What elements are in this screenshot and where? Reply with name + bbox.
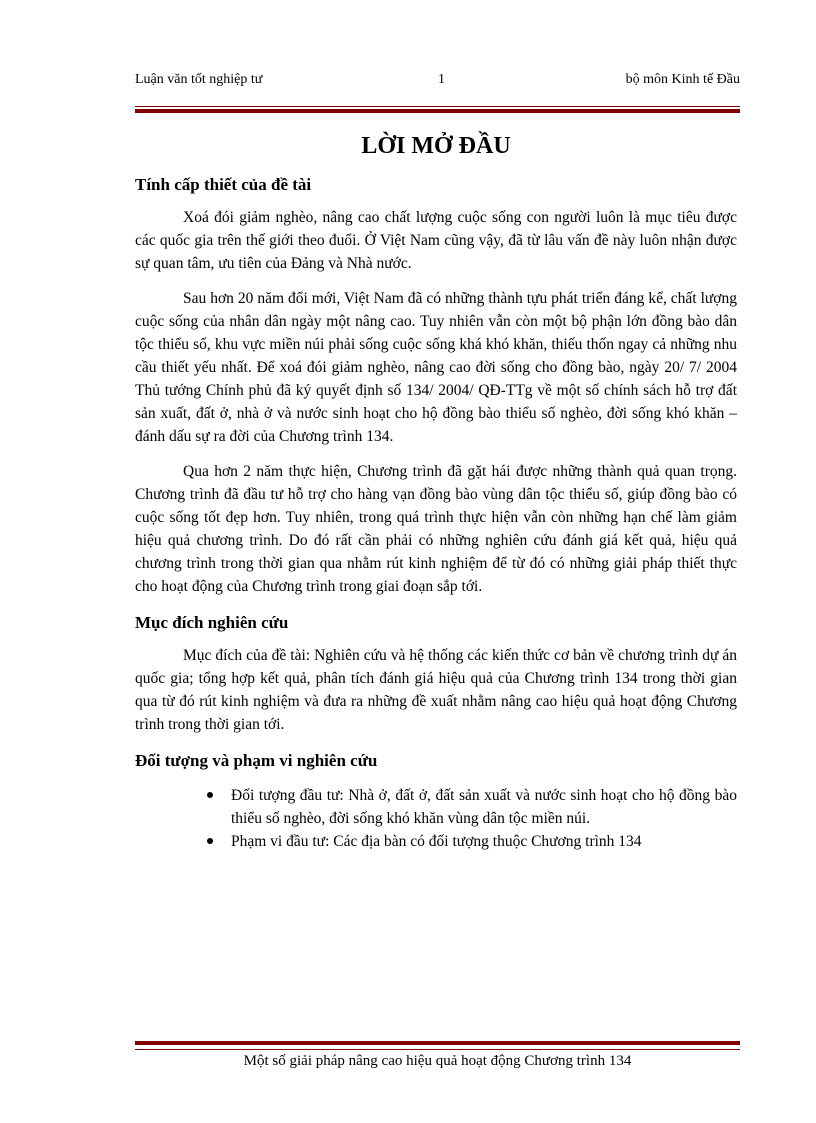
list-item — [135, 830, 737, 853]
list-item-text: Phạm vi đầu tư: Các địa bàn có đối tượng thuộc Chương trình 134 — [231, 833, 642, 850]
document-body — [135, 128, 737, 853]
section-heading-scope: Đối tượng và phạm vi nghiên cứu — [135, 751, 378, 770]
paragraph: Mục đích của đề tài: Nghiên cứu và hệ thống các kiến thức cơ bản về chương trình dự án quốc gia; tổng hợp kết quả, phân tích đánh giá hiệu quả của Chương trình 134 trong thời gian qua từ đó rút kinh nghiệm và đưa ra những đề xuất nhằm nâng cao hiệu quả hoạt động Chương trình trong thời gian tới. — [135, 647, 737, 733]
paragraph: Xoá đói giảm nghèo, nâng cao chất lượng cuộc sống con người luôn là mục tiêu được các quốc gia trên thế giới theo đuổi. Ở Việt Nam cũng vậy, đã từ lâu vấn đề này luôn nhận được sự quan tâm, ưu tiên của Đảng và Nhà nước. — [135, 209, 737, 272]
bullet-icon — [207, 838, 213, 844]
list-item — [135, 784, 737, 830]
bullet-list — [135, 784, 737, 853]
list-item-text: Đối tượng đầu tư: Nhà ở, đất ở, đất sản xuất và nước sinh hoạt cho hộ đồng bào thiểu số nghèo, đời sống khó khăn vùng dân tộc miền núi. — [231, 787, 737, 827]
section-heading-urgency: Tính cấp thiết của đề tài — [135, 175, 312, 194]
page-number: 1 — [438, 72, 445, 87]
paragraph: Sau hơn 20 năm đổi mới, Việt Nam đã có những thành tựu phát triển đáng kể, chất lượng cuộc sống của nhân dân ngày một nâng cao. Tuy nhiên vẫn còn một bộ phận lớn đồng bào dân tộc thiểu số, khu vực miền núi phải sống cuộc sống khá khó khăn, thiếu thốn ngay cả những nhu cầu thiết yếu nhất. Để xoá đói giảm nghèo, nâng cao đời sống cho đồng bào, ngày 20/ 7/ 2004 Thủ tướng Chính phủ đã ký quyết định số 134/ 2004/ QĐ-TTg về một số chính sách hỗ trợ đất sản xuất, đất ở, nhà ở và nước sinh hoạt cho hộ đồng bào thiểu số nghèo, đời sống khó khăn – đánh dấu sự ra đời của Chương trình 134. — [135, 290, 737, 445]
footer-divider — [135, 1041, 740, 1050]
section-heading-purpose: Mục đích nghiên cứu — [135, 613, 289, 632]
bullet-icon — [207, 792, 213, 798]
header-left-text: Luận văn tốt nghiệp tư — [135, 72, 263, 87]
page-footer: Một số giải pháp nâng cao hiệu quả hoạt động Chương trình 134 — [243, 1053, 632, 1069]
header-divider — [135, 106, 740, 115]
header-right-text: bộ môn Kinh tế Đầu — [625, 72, 740, 87]
paragraph: Qua hơn 2 năm thực hiện, Chương trình đã gặt hái được những thành quả quan trọng. Chương trình đã đầu tư hỗ trợ cho hàng vạn đồng bào vùng dân tộc thiểu số, giúp đồng bào có cuộc sống tốt đẹp hơn. Tuy nhiên, trong quá trình thực hiện vẫn còn những hạn chế làm giảm hiệu quả chương trình. Do đó rất cần phải có những nghiên cứu đánh giá kết quả, hiệu quả chương trình trong thời gian qua nhằm rút kinh nghiệm để từ đó có những giải pháp thiết thực cho hoạt động của Chương trình trong giai đoạn sắp tới. — [135, 463, 737, 595]
document-title: LỜI MỞ ĐẦU — [361, 133, 511, 159]
page-header — [135, 71, 740, 105]
